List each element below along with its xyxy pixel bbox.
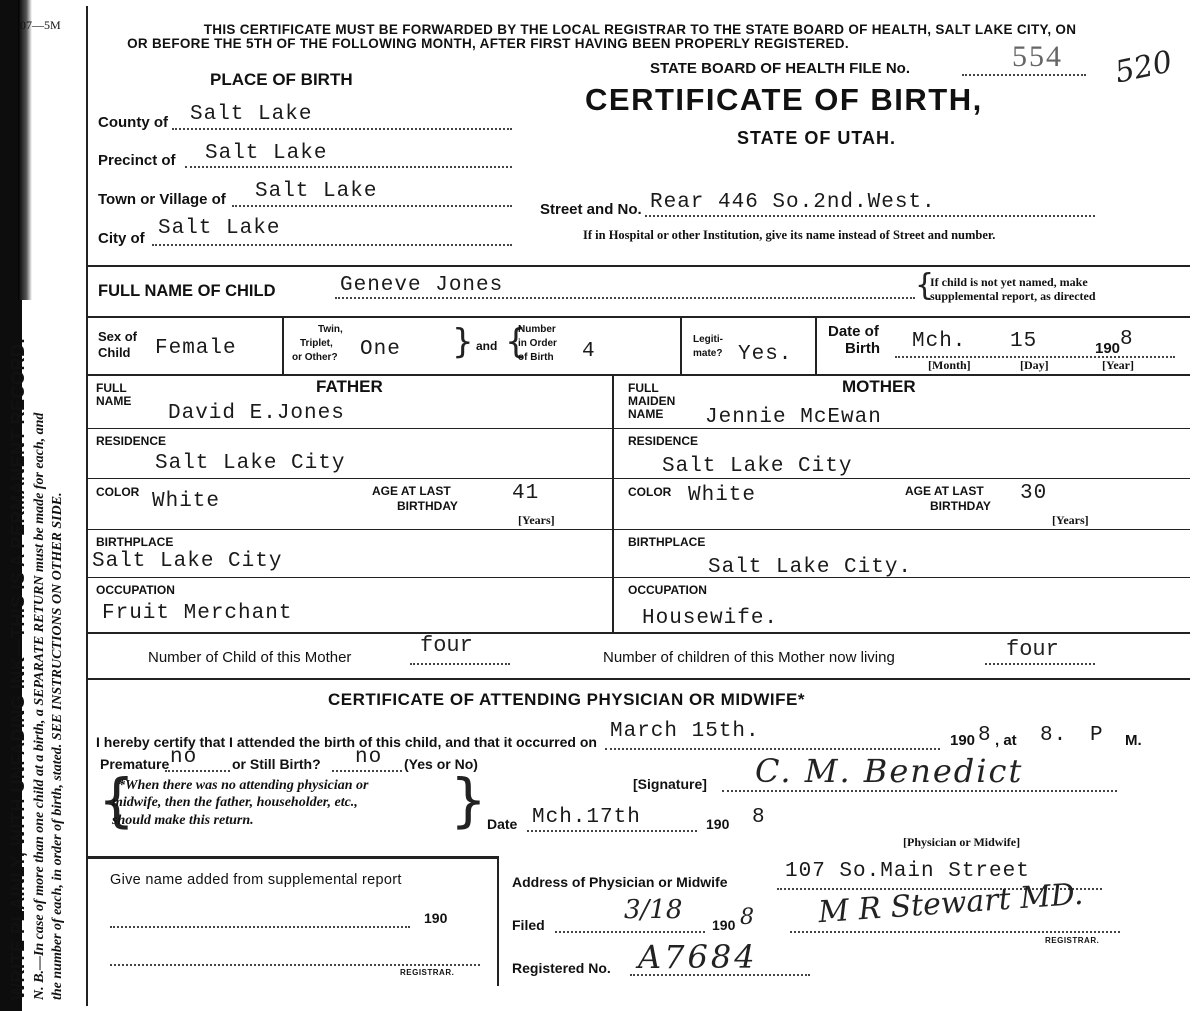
registered-label: Registered No.	[512, 960, 611, 976]
mother-full-label-1: FULL	[628, 381, 659, 395]
signature-line	[722, 790, 1117, 792]
sex-label-2: Child	[98, 345, 131, 360]
m-label: M.	[1125, 732, 1142, 749]
divider-4	[88, 632, 1190, 634]
father-age-label-1: AGE AT LAST	[372, 484, 451, 498]
father-name: David E.Jones	[168, 402, 345, 425]
not-named-note-2: supplemental report, as directed	[930, 289, 1096, 303]
mother-color: White	[688, 484, 757, 507]
legit-value: Yes.	[738, 343, 793, 366]
stillbirth-line	[332, 770, 402, 772]
file-no-line	[962, 74, 1086, 76]
file-no-label: STATE BOARD OF HEALTH FILE No.	[650, 60, 910, 77]
father-full-label-1: FULL	[96, 381, 127, 395]
street-line	[645, 215, 1095, 217]
town-line	[232, 205, 512, 207]
role-caption: [Physician or Midwife]	[903, 835, 1021, 849]
date-line	[527, 830, 697, 832]
certify-line	[605, 748, 940, 750]
stillbirth-value: no	[355, 746, 383, 769]
yes-no-label: (Yes or No)	[404, 756, 478, 772]
mother-age: 30	[1020, 482, 1048, 505]
sex-divider	[282, 316, 284, 374]
precinct-line	[185, 166, 512, 168]
address-label: Address of Physician or Midwife	[512, 874, 728, 890]
signature-label: [Signature]	[633, 776, 707, 792]
phys-year-prefix: 190	[950, 732, 976, 749]
premature-value: no	[170, 746, 198, 769]
mother-occupation-label: OCCUPATION	[628, 583, 707, 597]
twin-value: One	[360, 338, 401, 361]
father-years-caption: [Years]	[518, 513, 555, 527]
supplemental-top-rule	[88, 856, 498, 859]
side-main-text: WRITE PLAINLY, WITH UNFADING INK—THIS IS A PERMANENT RECORD.	[8, 337, 28, 1000]
twin-brace: }	[452, 322, 474, 362]
father-birthplace-rule	[88, 577, 612, 578]
children-living-label: Number of children of this Mother now living	[603, 649, 895, 666]
dob-label-2: Birth	[845, 340, 880, 357]
not-named-note-1: If child is not yet named, make	[930, 275, 1088, 289]
town-label: Town or Village of	[98, 191, 226, 208]
divider-1	[88, 265, 1190, 267]
mother-residence-rule	[612, 478, 1190, 479]
order-label-3: of Birth	[518, 352, 554, 363]
children-number: four	[420, 633, 473, 658]
month-caption: [Month]	[928, 358, 971, 372]
mother-color-label: COLOR	[628, 485, 672, 499]
note-brace-right: }	[450, 766, 487, 834]
street-label: Street and No.	[540, 201, 642, 218]
city-line	[152, 244, 512, 246]
sign-year-digit: 8	[752, 806, 766, 829]
and-label: and	[476, 339, 498, 353]
sex-label-1: Sex of	[98, 329, 138, 344]
filed-date: 3/18	[624, 895, 683, 925]
father-occupation: Fruit Merchant	[102, 602, 293, 625]
twin-label-2: Triplet,	[300, 338, 333, 349]
form-code: 07—5M	[20, 18, 61, 32]
registered-no: A7684	[638, 938, 758, 976]
father-residence-label: RESIDENCE	[96, 434, 167, 448]
father-birthplace-label: BIRTHPLACE	[96, 535, 174, 549]
mother-birthplace-label: BIRTHPLACE	[628, 535, 706, 549]
father-name-rule	[88, 428, 612, 429]
file-no-value: 554	[1012, 40, 1063, 73]
header-notice-1: THIS CERTIFICATE MUST BE FORWARDED BY THE LOCAL REGISTRAR TO THE STATE BOARD OF HEALTH, SALT LAKE CITY, ON	[203, 22, 1077, 37]
father-birthplace: Salt Lake City	[92, 550, 283, 573]
town-value: Salt Lake	[255, 180, 378, 203]
dob-year-digit: 8	[1120, 328, 1134, 351]
precinct-value: Salt Lake	[205, 142, 328, 165]
child-name-value: Geneve Jones	[340, 274, 504, 297]
mother-birthplace-rule	[612, 577, 1190, 578]
legit-label-1: Legiti-	[693, 334, 723, 345]
filed-label: Filed	[512, 917, 545, 933]
children-living: four	[1006, 637, 1059, 662]
father-age: 41	[512, 482, 540, 505]
registrar-line	[790, 931, 1120, 933]
birth-hour: 8.	[1040, 724, 1068, 747]
child-name-label: FULL NAME OF CHILD	[98, 282, 276, 300]
year-caption: [Year]	[1102, 358, 1134, 372]
place-of-birth-heading: PLACE OF BIRTH	[210, 70, 353, 89]
supplemental-label: Give name added from supplemental report	[110, 872, 402, 888]
at-label: , at	[995, 732, 1017, 749]
order-value: 4	[582, 340, 596, 363]
certify-label: I hereby certify that I attended the birth of this child, and that it occurred on	[96, 734, 597, 750]
father-occupation-label: OCCUPATION	[96, 583, 175, 597]
filed-year-digit: 8	[740, 905, 754, 930]
hospital-note: If in Hospital or other Institution, give its name instead of Street and number.	[583, 228, 996, 242]
county-value: Salt Lake	[190, 103, 313, 126]
father-color: White	[152, 490, 221, 513]
divider-5	[88, 678, 1190, 680]
city-value: Salt Lake	[158, 217, 281, 240]
sign-date: Mch.17th	[532, 806, 641, 829]
order-label-2: in Order	[518, 338, 557, 349]
not-named-brace: {	[915, 268, 935, 303]
children-number-line	[410, 663, 510, 665]
day-caption: [Day]	[1020, 358, 1049, 372]
father-residence: Salt Lake City	[155, 452, 346, 475]
sign-year-prefix: 190	[706, 816, 730, 832]
dob-label-1: Date of	[828, 323, 879, 340]
mother-heading: MOTHER	[842, 377, 916, 396]
mother-age-label-2: BIRTHDAY	[930, 499, 991, 513]
father-heading: FATHER	[316, 377, 383, 396]
parents-divider	[612, 374, 614, 632]
father-residence-rule	[88, 478, 612, 479]
supplemental-year: 190	[424, 910, 448, 926]
physician-note-1: *When there was no attending physician or	[118, 778, 369, 793]
mother-full-label-3: NAME	[628, 407, 664, 421]
mother-full-label-2: MAIDEN	[628, 394, 676, 408]
children-living-line	[985, 663, 1095, 665]
mother-residence-label: RESIDENCE	[628, 434, 699, 448]
dob-day: 15	[1010, 330, 1038, 353]
physician-heading: CERTIFICATE OF ATTENDING PHYSICIAN OR MIDWIFE*	[328, 690, 805, 709]
physician-signature: C. M. Benedict	[755, 752, 1024, 790]
mother-name: Jennie McEwan	[705, 406, 882, 429]
street-value: Rear 446 So.2nd.West.	[650, 191, 936, 214]
side-note-line1: N. B.—In case of more than one child at a birth, a SEPARATE RETURN must be made for each, and	[32, 412, 47, 1000]
dob-year-prefix: 190	[1095, 340, 1121, 357]
filed-line	[555, 931, 705, 933]
side-note-line2: the number of each, in order of birth, stated. SEE INSTRUCTIONS ON OTHER SIDE.	[50, 492, 65, 1000]
sex-value: Female	[155, 337, 237, 360]
supplemental-registrar: REGISTRAR.	[400, 968, 455, 977]
children-number-label: Number of Child of this Mother	[148, 649, 352, 666]
supplemental-line	[110, 926, 410, 928]
mother-birthplace: Salt Lake City.	[708, 556, 913, 579]
father-full-label-2: NAME	[96, 394, 132, 408]
dob-month: Mch.	[912, 330, 967, 353]
order-brace: {	[505, 322, 527, 362]
legit-label-2: mate?	[693, 348, 723, 359]
city-label: City of	[98, 230, 145, 247]
filed-year-prefix: 190	[712, 917, 736, 933]
registrar-caption: REGISTRAR.	[1045, 936, 1100, 945]
mother-years-caption: [Years]	[1052, 513, 1089, 527]
date-label: Date	[487, 816, 518, 832]
physician-note-3: should make this return.	[112, 813, 254, 828]
mother-color-rule	[612, 529, 1190, 530]
header-notice-2: OR BEFORE THE 5TH OF THE FOLLOWING MONTH, AFTER FIRST HAVING BEEN PROPERLY REGISTERED.	[127, 36, 849, 51]
certificate-subtitle: STATE OF UTAH.	[737, 128, 896, 148]
birth-ampm: P	[1090, 724, 1104, 747]
twin-label-1: Twin,	[318, 324, 343, 335]
county-line	[172, 128, 512, 130]
registrar-signature: M R Stewart MD.	[817, 876, 1085, 931]
premature-line	[165, 770, 230, 772]
precinct-label: Precinct of	[98, 152, 176, 169]
twin-label-3: or Other?	[292, 352, 338, 363]
certificate-title: CERTIFICATE OF BIRTH,	[585, 82, 983, 117]
address-value: 107 So.Main Street	[785, 860, 1030, 883]
order-divider	[680, 316, 682, 374]
mother-name-rule	[612, 428, 1190, 429]
father-color-rule	[88, 529, 612, 530]
child-name-line	[335, 297, 915, 299]
divider-3	[88, 374, 1190, 376]
mother-age-label-1: AGE AT LAST	[905, 484, 984, 498]
birth-date: March 15th.	[610, 720, 760, 743]
stillbirth-label: or Still Birth?	[232, 756, 321, 772]
mother-residence: Salt Lake City	[662, 455, 853, 478]
premature-label: Premature	[100, 756, 170, 772]
file-no-handwritten: 520	[1111, 44, 1176, 91]
legit-divider	[815, 316, 817, 374]
father-color-label: COLOR	[96, 485, 140, 499]
physician-note-2: midwife, then the father, householder, etc.,	[112, 795, 358, 810]
order-label-1: Number	[518, 324, 556, 335]
phys-year-digit: 8	[978, 724, 992, 747]
mother-occupation: Housewife.	[642, 607, 779, 630]
supplemental-divider	[497, 856, 499, 986]
divider-2	[88, 316, 1190, 318]
note-brace-left: {	[98, 766, 135, 834]
county-label: County of	[98, 114, 168, 131]
father-age-label-2: BIRTHDAY	[397, 499, 458, 513]
supplemental-registrar-line	[110, 964, 480, 966]
